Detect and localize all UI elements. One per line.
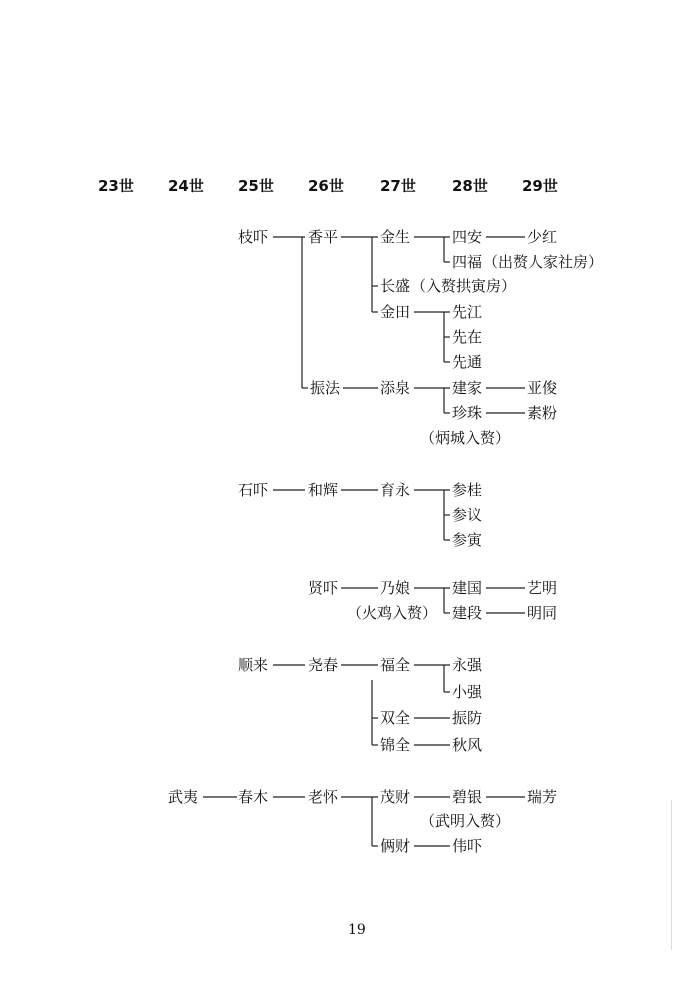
generation-header: 23世 — [98, 177, 134, 195]
person-name: 茂财 — [380, 788, 411, 806]
person-name: 碧银 — [452, 788, 483, 806]
adoption-note: （火鸡入赘） — [347, 604, 438, 622]
person-name: 亚俊 — [527, 379, 558, 397]
person-name: 和辉 — [308, 481, 339, 499]
person-name: 俩财 — [380, 837, 411, 855]
person-name: 乃娘 — [380, 579, 411, 597]
scan-edge-shadow — [671, 800, 672, 950]
person-name: 秋风 — [452, 736, 483, 754]
generation-header: 25世 — [238, 177, 274, 195]
person-name: 金生 — [380, 228, 411, 246]
person-name: 先在 — [452, 328, 483, 346]
generation-header: 28世 — [452, 177, 488, 195]
person-name: 伟吓 — [452, 837, 483, 855]
person-name: 尧春 — [308, 656, 339, 674]
person-name: 建国 — [452, 579, 483, 597]
generation-header: 26世 — [308, 177, 344, 195]
person-name: 建段 — [452, 604, 483, 622]
person-name: 少红 — [527, 228, 558, 246]
person-name: 永强 — [452, 656, 483, 674]
person-name: 先通 — [452, 353, 483, 371]
generation-header: 24世 — [168, 177, 204, 195]
person-name: 瑞芳 — [527, 788, 558, 806]
person-name: 四安 — [452, 228, 483, 246]
person-name: 建家 — [452, 379, 483, 397]
person-name: 香平 — [308, 228, 339, 246]
person-name: 长盛 — [380, 277, 411, 295]
person-name: 珍珠 — [452, 404, 483, 422]
person-name: 锦全 — [380, 736, 411, 754]
person-name: 春木 — [238, 788, 269, 806]
person-name: 振防 — [452, 709, 483, 727]
adoption-note: （入赘拱寅房） — [411, 277, 517, 295]
adoption-note: （出赘人家社房） — [483, 253, 604, 271]
person-name: 振法 — [310, 379, 341, 397]
person-name: 四福 — [452, 253, 483, 271]
person-name: 金田 — [380, 303, 411, 321]
adoption-note: （武明入赘） — [420, 812, 511, 830]
adoption-note: （炳城入赘） — [420, 429, 511, 447]
person-name: 老怀 — [308, 788, 339, 806]
generation-header: 27世 — [380, 177, 416, 195]
person-name: 石吓 — [238, 481, 269, 499]
person-name: 参议 — [452, 506, 483, 524]
person-name: 贤吓 — [308, 579, 339, 597]
person-name: 顺来 — [238, 656, 269, 674]
person-name: 参桂 — [452, 481, 483, 499]
person-name: 艺明 — [527, 579, 558, 597]
person-name: 枝吓 — [238, 228, 269, 246]
person-name: 小强 — [452, 683, 483, 701]
page-number: 19 — [348, 922, 366, 938]
person-name: 素粉 — [527, 404, 558, 422]
person-name: 添泉 — [380, 379, 411, 397]
person-name: 明同 — [527, 604, 558, 622]
person-name: 育永 — [380, 481, 411, 499]
generation-header: 29世 — [522, 177, 558, 195]
person-name: 武夷 — [168, 788, 199, 806]
person-name: 先江 — [452, 303, 483, 321]
person-name: 参寅 — [452, 531, 483, 549]
person-name: 福全 — [380, 656, 411, 674]
person-name: 双全 — [380, 709, 411, 727]
